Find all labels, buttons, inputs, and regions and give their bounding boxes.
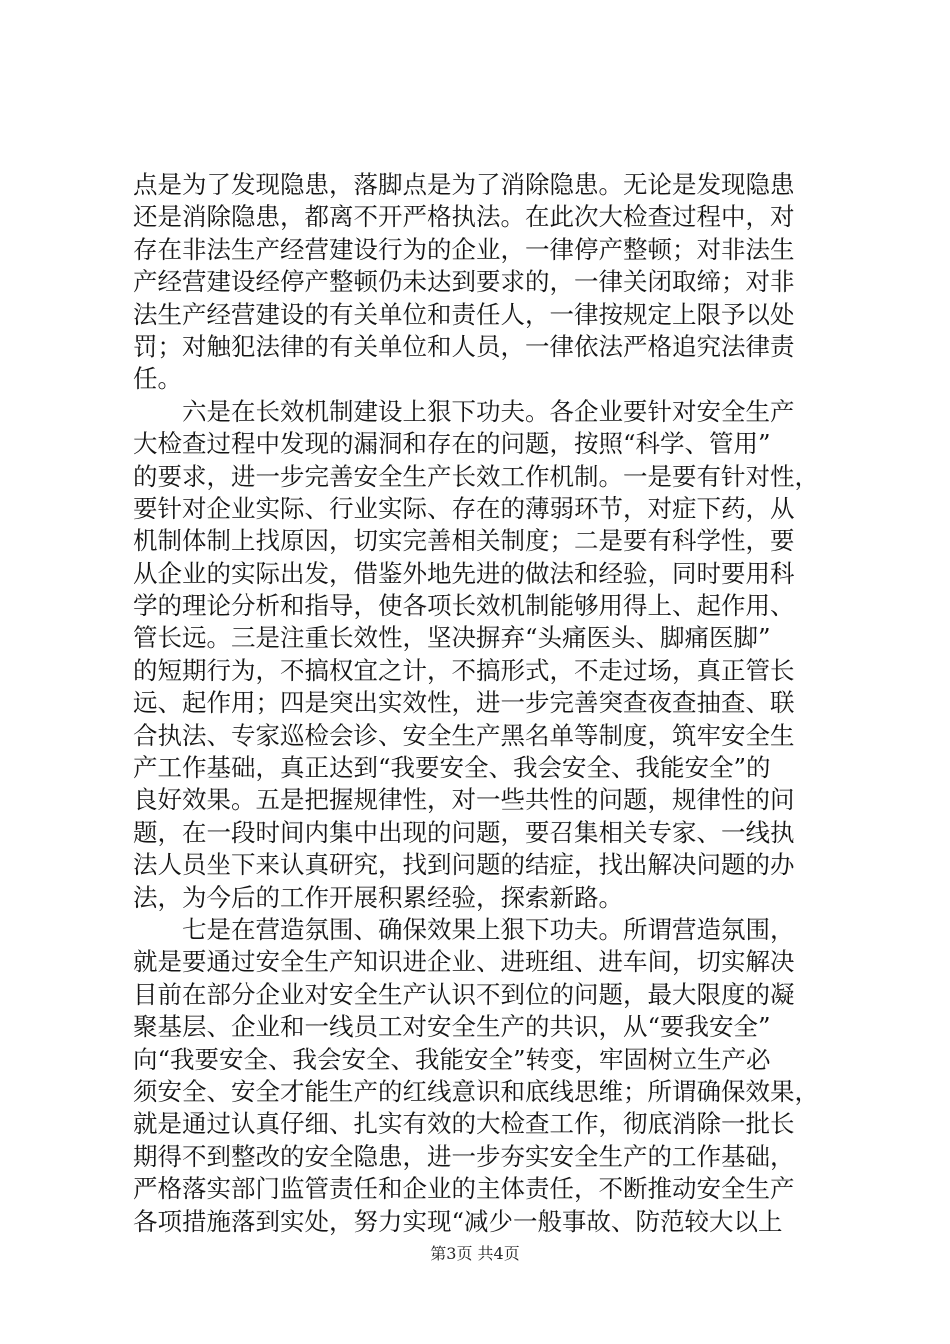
paragraph-start-line: 七是在营造氛围、确保效果上狠下功夫。所谓营造氛围， — [182, 914, 795, 944]
text-line: 合执法、专家巡检会诊、安全生产黑名单等制度，筑牢安全生 — [133, 720, 795, 750]
text-line: 产工作基础，真正达到“我要安全、我会安全、我能安全”的 — [133, 753, 771, 783]
text-line: 还是消除隐患，都离不开严格执法。在此次大检查过程中，对 — [133, 202, 795, 232]
text-line: 目前在部分企业对安全生产认识不到位的问题，最大限度的凝 — [133, 979, 795, 1009]
text-line: 就是通过认真仔细、扎实有效的大检查工作，彻底消除一批长 — [133, 1109, 795, 1139]
text-line: 聚基层、企业和一线员工对安全生产的共识，从“要我安全” — [133, 1012, 771, 1042]
text-line: 良好效果。五是把握规律性，对一些共性的问题，规律性的问 — [133, 785, 795, 815]
text-line: 须安全、安全才能生产的红线意识和底线思维；所谓确保效果， — [133, 1076, 819, 1106]
text-line: 严格落实部门监管责任和企业的主体责任，不断推动安全生产 — [133, 1174, 795, 1204]
text-line: 期得不到整改的安全隐患，进一步夯实安全生产的工作基础， — [133, 1141, 795, 1171]
text-line: 点是为了发现隐患，落脚点是为了消除隐患。无论是发现隐患 — [133, 170, 795, 199]
page-footer: 第3页 共4页 — [430, 1244, 520, 1263]
text-line: 罚；对触犯法律的有关单位和人员，一律依法严格追究法律责 — [133, 331, 795, 361]
text-line: 法生产经营建设的有关单位和责任人，一律按规定上限予以处 — [133, 299, 795, 329]
text-line: 的短期行为，不搞权宜之计，不搞形式，不走过场，真正管长 — [133, 655, 795, 685]
text-line: 就是要通过安全生产知识进企业、进班组、进车间，切实解决 — [133, 947, 795, 977]
text-line: 向“我要安全、我会安全、我能安全”转变，牢固树立生产必 — [133, 1044, 771, 1074]
text-line: 任。 — [133, 364, 182, 394]
text-line: 各项措施落到实处，努力实现“减少一般事故、防范较大以上 — [133, 1206, 783, 1236]
text-line: 题，在一段时间内集中出现的问题，要召集相关专家、一线执 — [133, 817, 795, 847]
text-line: 法人员坐下来认真研究，找到问题的结症，找出解决问题的办 — [133, 850, 795, 880]
text-line: 管长远。三是注重长效性，坚决摒弃“头痛医头、脚痛医脚” — [133, 623, 771, 653]
paragraph-start-line: 六是在长效机制建设上狠下功夫。各企业要针对安全生产 — [182, 396, 795, 426]
text-line: 远、起作用；四是突出实效性，进一步完善突查夜查抽查、联 — [133, 688, 795, 718]
text-line: 的要求，进一步完善安全生产长效工作机制。一是要有针对性， — [133, 461, 819, 491]
text-line: 法，为今后的工作开展积累经验，探索新路。 — [133, 882, 623, 912]
text-line: 大检查过程中发现的漏洞和存在的问题，按照“科学、管用” — [133, 429, 771, 459]
body-text — [133, 169, 833, 1238]
text-line: 要针对企业实际、行业实际、存在的薄弱环节，对症下药，从 — [133, 493, 795, 523]
text-line: 产经营建设经停产整顿仍未达到要求的，一律关闭取缔；对非 — [133, 267, 795, 297]
text-line: 从企业的实际出发，借鉴外地先进的做法和经验，同时要用科 — [133, 558, 795, 588]
text-line: 学的理论分析和指导，使各项长效机制能够用得上、起作用、 — [133, 591, 795, 621]
text-line: 存在非法生产经营建设行为的企业，一律停产整顿；对非法生 — [133, 234, 795, 264]
text-line: 机制体制上找原因，切实完善相关制度；二是要有科学性，要 — [133, 526, 795, 556]
